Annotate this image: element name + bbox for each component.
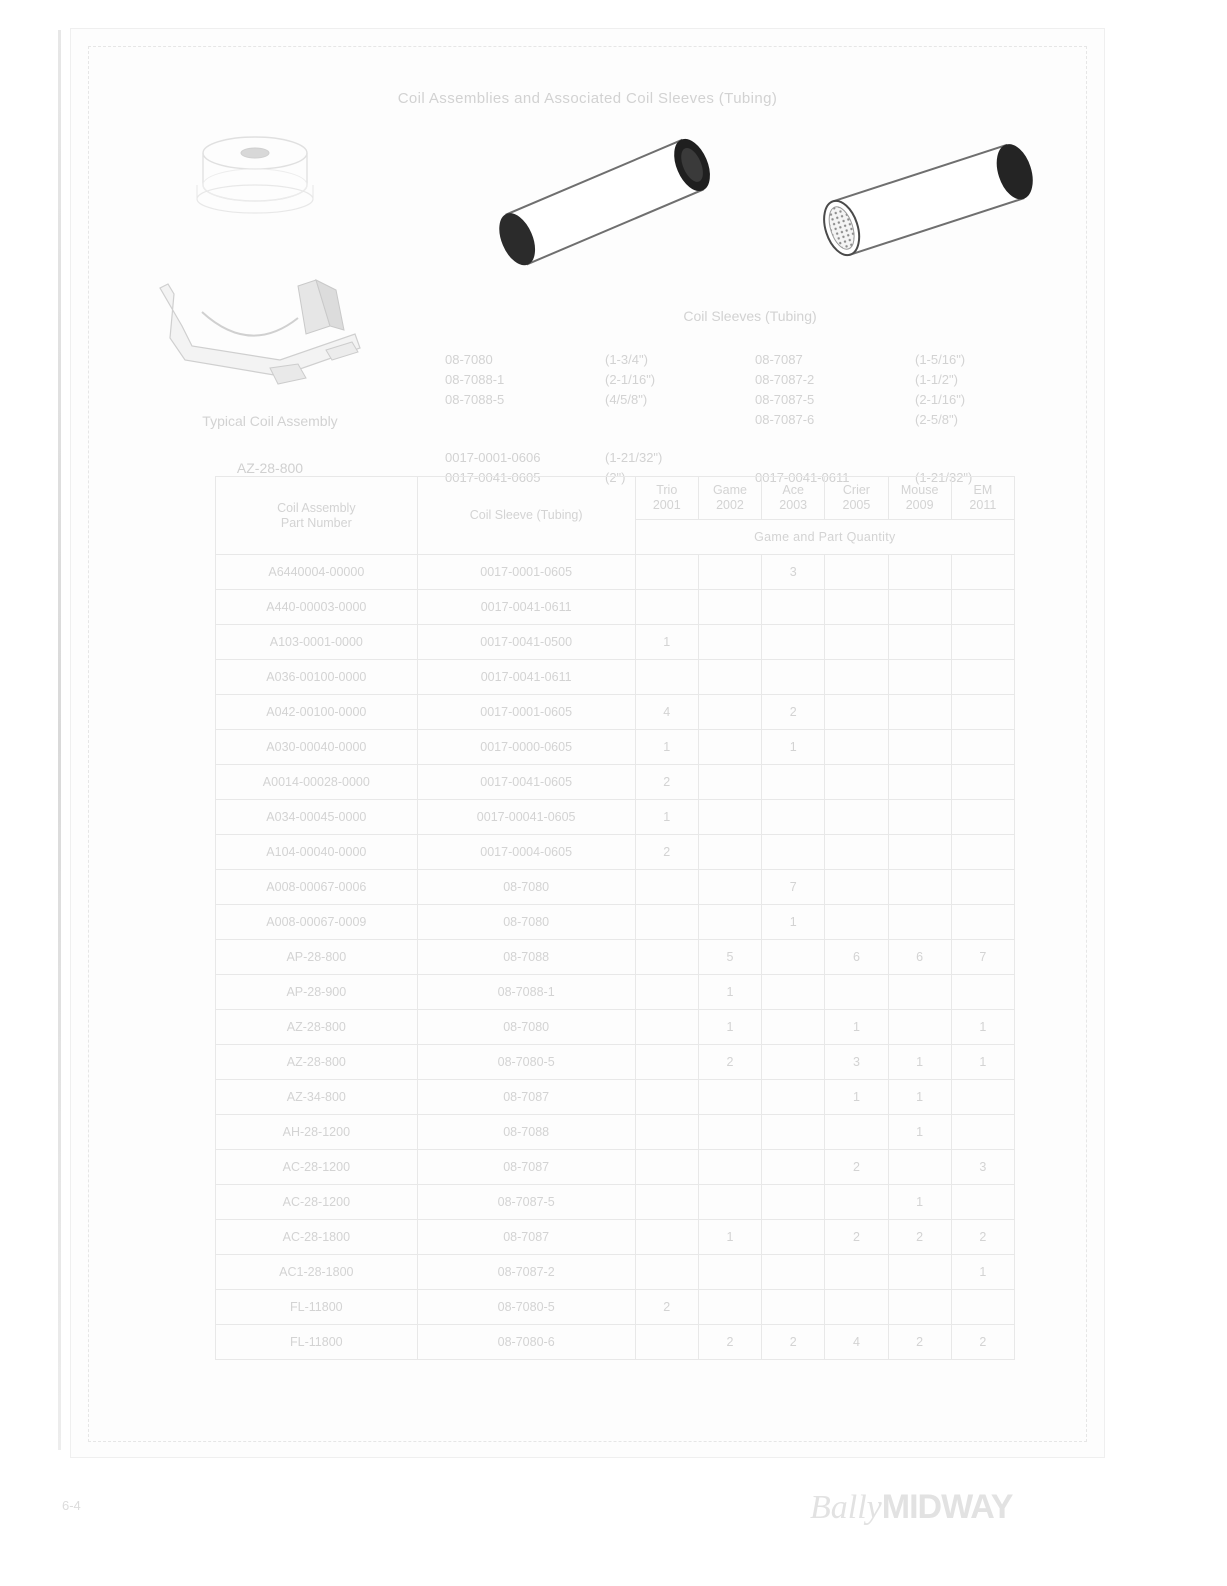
cell-coil-sleeve: 08-7088-1 <box>417 975 635 1010</box>
coil-sleeve-illustration-1 <box>470 113 740 293</box>
table-row <box>216 590 1015 625</box>
cell-quantity <box>888 835 951 870</box>
table-header-row <box>216 477 1015 520</box>
cell-assembly-part-number: FL-11800 <box>216 1325 418 1360</box>
cell-quantity <box>762 660 825 695</box>
sleeve-size <box>915 448 1045 468</box>
coil-spool-illustration <box>170 123 340 243</box>
cell-quantity <box>762 940 825 975</box>
sleeve-size: (4/5/8") <box>605 392 648 407</box>
cell-quantity <box>762 625 825 660</box>
game-year: 2009 <box>905 498 934 512</box>
cell-quantity <box>951 905 1014 940</box>
cell-quantity <box>635 975 698 1010</box>
cell-quantity <box>888 590 951 625</box>
cell-assembly-part-number: A036-00100-0000 <box>216 660 418 695</box>
sleeve-size: (1-5/16") <box>915 352 966 367</box>
cell-assembly-part-number: A042-00100-0000 <box>216 695 418 730</box>
cell-coil-sleeve: 08-7080-6 <box>417 1325 635 1360</box>
cell-quantity <box>825 730 888 765</box>
cell-coil-sleeve: 08-7087 <box>417 1220 635 1255</box>
cell-assembly-part-number: A034-00045-0000 <box>216 800 418 835</box>
cell-quantity <box>951 695 1014 730</box>
cell-quantity: 4 <box>635 695 698 730</box>
header-game-2 <box>762 477 825 520</box>
cell-quantity <box>825 590 888 625</box>
cell-quantity <box>698 1080 761 1115</box>
sleeve-list-row <box>445 410 1045 430</box>
header-game-3 <box>825 477 888 520</box>
header-game-4 <box>888 477 951 520</box>
cell-quantity <box>951 765 1014 800</box>
cell-quantity <box>888 695 951 730</box>
cell-quantity <box>762 1080 825 1115</box>
cell-quantity: 1 <box>888 1080 951 1115</box>
cell-quantity <box>635 1045 698 1080</box>
sleeve-size: (2") <box>605 470 626 485</box>
cell-quantity <box>888 975 951 1010</box>
cell-quantity: 4 <box>825 1325 888 1360</box>
cell-quantity: 2 <box>635 765 698 800</box>
cell-quantity <box>888 870 951 905</box>
cell-coil-sleeve: 08-7080 <box>417 870 635 905</box>
sleeve-pn: 08-7087 <box>755 352 803 367</box>
cell-quantity <box>825 835 888 870</box>
cell-quantity: 2 <box>698 1325 761 1360</box>
cell-quantity <box>825 1185 888 1220</box>
cell-quantity <box>951 555 1014 590</box>
cell-coil-sleeve: 0017-0041-0605 <box>417 765 635 800</box>
sleeve-pn: 08-7088-1 <box>445 372 505 387</box>
cell-assembly-part-number: AZ-28-800 <box>216 1010 418 1045</box>
sleeve-pn: 0017-0041-0611 <box>755 470 850 485</box>
cell-quantity <box>888 905 951 940</box>
cell-assembly-part-number: A008-00067-0009 <box>216 905 418 940</box>
cell-quantity <box>825 975 888 1010</box>
cell-assembly-part-number: AH-28-1200 <box>216 1115 418 1150</box>
cell-quantity <box>762 1115 825 1150</box>
cell-quantity <box>825 660 888 695</box>
typical-assembly-caption: Typical Coil Assembly <box>202 413 338 429</box>
cell-quantity: 2 <box>888 1220 951 1255</box>
cell-quantity: 2 <box>951 1325 1014 1360</box>
sleeve-pn: 08-7080 <box>445 352 493 367</box>
sleeve-pn: 0017-0001-0606 <box>445 450 541 465</box>
table-row <box>216 765 1015 800</box>
cell-coil-sleeve: 0017-0001-0605 <box>417 695 635 730</box>
cell-quantity <box>698 730 761 765</box>
cell-quantity: 2 <box>635 1290 698 1325</box>
cell-quantity <box>635 1010 698 1045</box>
cell-quantity <box>762 835 825 870</box>
cell-coil-sleeve: 08-7080-5 <box>417 1045 635 1080</box>
game-name: Trio <box>656 483 678 497</box>
cell-quantity: 1 <box>762 730 825 765</box>
sleeve-size <box>605 410 755 430</box>
cell-quantity <box>951 660 1014 695</box>
cell-quantity: 1 <box>951 1255 1014 1290</box>
cell-quantity <box>825 1255 888 1290</box>
cell-quantity <box>762 1150 825 1185</box>
sleeve-list-row <box>445 350 1045 370</box>
cell-quantity: 1 <box>635 800 698 835</box>
cell-quantity <box>762 1220 825 1255</box>
game-year: 2001 <box>652 498 681 512</box>
cell-quantity <box>698 660 761 695</box>
sleeve-size: (1-3/4") <box>605 352 648 367</box>
game-name: Ace <box>782 483 804 497</box>
cell-quantity <box>951 625 1014 660</box>
cell-coil-sleeve: 08-7088 <box>417 940 635 975</box>
cell-assembly-part-number: A104-00040-0000 <box>216 835 418 870</box>
brand-block: MIDWAY <box>881 1488 1013 1526</box>
cell-coil-sleeve: 08-7087 <box>417 1080 635 1115</box>
cell-quantity <box>951 590 1014 625</box>
subheader-game-quantity: Game and Part Quantity <box>635 520 1014 555</box>
cell-assembly-part-number: AC-28-1200 <box>216 1185 418 1220</box>
cell-quantity <box>888 625 951 660</box>
cell-quantity <box>698 1185 761 1220</box>
cell-quantity <box>698 695 761 730</box>
coil-assembly-illustration <box>130 268 380 398</box>
cell-quantity: 7 <box>762 870 825 905</box>
header-assembly-line2: Part Number <box>280 515 352 530</box>
cell-assembly-part-number: AZ-34-800 <box>216 1080 418 1115</box>
cell-quantity: 1 <box>762 905 825 940</box>
cell-quantity <box>698 1255 761 1290</box>
sleeve-pn: 08-7087-5 <box>755 392 815 407</box>
cell-quantity <box>698 625 761 660</box>
header-assembly <box>216 477 418 555</box>
sleeve-size: (2-5/8") <box>915 412 958 427</box>
cell-quantity <box>698 1150 761 1185</box>
cell-quantity: 1 <box>698 1220 761 1255</box>
game-name: EM <box>973 483 993 497</box>
cell-quantity: 7 <box>951 940 1014 975</box>
cell-quantity <box>635 940 698 975</box>
table-row <box>216 905 1015 940</box>
cell-coil-sleeve: 0017-0041-0500 <box>417 625 635 660</box>
table-row <box>216 555 1015 590</box>
cell-quantity: 2 <box>635 835 698 870</box>
cell-coil-sleeve: 08-7087 <box>417 1150 635 1185</box>
cell-quantity <box>825 625 888 660</box>
brand-logo <box>810 1488 1012 1527</box>
cell-quantity <box>762 1255 825 1290</box>
cell-assembly-part-number: FL-11800 <box>216 1290 418 1325</box>
cell-quantity <box>825 555 888 590</box>
coil-sleeve-illustration-2 <box>790 113 1060 293</box>
cell-assembly-part-number: A008-00067-0006 <box>216 870 418 905</box>
game-name: Game <box>712 483 747 497</box>
cell-coil-sleeve: 08-7080 <box>417 1010 635 1045</box>
cell-quantity <box>888 555 951 590</box>
game-year: 2005 <box>842 498 871 512</box>
game-year: 2011 <box>969 498 997 512</box>
table-row <box>216 1080 1015 1115</box>
cell-quantity <box>635 1255 698 1290</box>
cell-coil-sleeve: 08-7088 <box>417 1115 635 1150</box>
sleeve-pn <box>755 448 915 468</box>
cell-quantity <box>888 800 951 835</box>
sleeve-part-number-list <box>445 350 1045 488</box>
sleeve-pn: 08-7088-5 <box>445 392 505 407</box>
cell-quantity <box>635 1220 698 1255</box>
cell-quantity: 2 <box>888 1325 951 1360</box>
table-row <box>216 1255 1015 1290</box>
cell-assembly-part-number: AC-28-1800 <box>216 1220 418 1255</box>
page-edge-left <box>58 30 61 1450</box>
cell-quantity <box>635 1185 698 1220</box>
sleeve-list-row <box>445 448 1045 468</box>
cell-quantity <box>888 1290 951 1325</box>
cell-quantity <box>698 590 761 625</box>
header-sleeve: Coil Sleeve (Tubing) <box>417 477 635 555</box>
cell-coil-sleeve: 0017-0041-0611 <box>417 660 635 695</box>
game-year: 2002 <box>716 498 744 512</box>
cell-quantity <box>762 1045 825 1080</box>
cell-quantity <box>951 975 1014 1010</box>
parts-table-wrapper <box>215 476 1015 1360</box>
cell-quantity <box>698 905 761 940</box>
cell-quantity <box>825 695 888 730</box>
cell-quantity: 1 <box>888 1045 951 1080</box>
cell-quantity: 1 <box>698 975 761 1010</box>
table-row <box>216 1185 1015 1220</box>
table-row <box>216 1290 1015 1325</box>
cell-quantity: 1 <box>888 1115 951 1150</box>
cell-quantity <box>762 800 825 835</box>
cell-quantity <box>762 590 825 625</box>
table-row <box>216 940 1015 975</box>
cell-quantity <box>888 1150 951 1185</box>
cell-quantity: 6 <box>888 940 951 975</box>
table-row <box>216 695 1015 730</box>
cell-quantity <box>951 870 1014 905</box>
cell-quantity <box>635 1325 698 1360</box>
cell-quantity <box>762 765 825 800</box>
cell-quantity <box>635 590 698 625</box>
sleeve-pn: 08-7087-6 <box>755 412 815 427</box>
cell-quantity <box>635 1115 698 1150</box>
cell-quantity <box>888 765 951 800</box>
cell-quantity <box>635 905 698 940</box>
cell-coil-sleeve: 0017-0000-0605 <box>417 730 635 765</box>
cell-quantity <box>825 800 888 835</box>
cell-quantity: 1 <box>635 730 698 765</box>
cell-coil-sleeve: 08-7087-2 <box>417 1255 635 1290</box>
cell-quantity <box>951 800 1014 835</box>
cell-coil-sleeve: 08-7080 <box>417 905 635 940</box>
cell-quantity <box>635 660 698 695</box>
cell-assembly-part-number: A440-00003-0000 <box>216 590 418 625</box>
table-row <box>216 625 1015 660</box>
cell-quantity <box>698 1115 761 1150</box>
cell-quantity: 1 <box>825 1080 888 1115</box>
cell-quantity <box>888 1255 951 1290</box>
sleeve-pn <box>445 410 605 430</box>
header-assembly-line1: Coil Assembly <box>277 500 356 515</box>
cell-quantity <box>888 660 951 695</box>
cell-assembly-part-number: AC-28-1200 <box>216 1150 418 1185</box>
cell-quantity <box>825 870 888 905</box>
cell-quantity: 1 <box>888 1185 951 1220</box>
cell-quantity <box>698 555 761 590</box>
header-game-0 <box>635 477 698 520</box>
cell-quantity: 2 <box>698 1045 761 1080</box>
game-name: Crier <box>842 483 870 497</box>
cell-quantity <box>825 1290 888 1325</box>
cell-quantity: 3 <box>951 1150 1014 1185</box>
cell-quantity <box>635 1150 698 1185</box>
cell-quantity <box>825 765 888 800</box>
cell-coil-sleeve: 0017-0001-0605 <box>417 555 635 590</box>
cell-quantity <box>951 1080 1014 1115</box>
cell-quantity: 1 <box>951 1010 1014 1045</box>
header-game-5 <box>951 477 1014 520</box>
cell-quantity <box>888 730 951 765</box>
table-row <box>216 975 1015 1010</box>
cell-quantity <box>698 800 761 835</box>
sleeve-list-row <box>445 390 1045 410</box>
cell-quantity: 1 <box>951 1045 1014 1080</box>
cell-assembly-part-number: AC1-28-1800 <box>216 1255 418 1290</box>
cell-coil-sleeve: 0017-00041-0605 <box>417 800 635 835</box>
sleeves-caption: Coil Sleeves (Tubing) <box>683 308 817 324</box>
cell-quantity <box>951 1185 1014 1220</box>
cell-quantity <box>698 835 761 870</box>
cell-assembly-part-number: A0014-00028-0000 <box>216 765 418 800</box>
cell-quantity: 1 <box>698 1010 761 1045</box>
cell-quantity <box>888 1010 951 1045</box>
cell-quantity: 5 <box>698 940 761 975</box>
cell-assembly-part-number: AP-28-800 <box>216 940 418 975</box>
figure-title: Coil Assemblies and Associated Coil Sleeves (Tubing) <box>397 90 778 107</box>
cell-quantity <box>698 765 761 800</box>
cell-quantity: 1 <box>825 1010 888 1045</box>
cell-quantity <box>951 1290 1014 1325</box>
brand-script: Bally <box>810 1489 882 1526</box>
table-row <box>216 1325 1015 1360</box>
cell-quantity: 2 <box>951 1220 1014 1255</box>
cell-quantity: 3 <box>762 555 825 590</box>
cell-quantity: 2 <box>825 1150 888 1185</box>
table-row <box>216 1010 1015 1045</box>
table-row <box>216 660 1015 695</box>
cell-quantity <box>698 1290 761 1325</box>
table-row <box>216 835 1015 870</box>
cell-assembly-part-number: AP-28-900 <box>216 975 418 1010</box>
header-game-1 <box>698 477 761 520</box>
typical-assembly-part-number: AZ-28-800 <box>236 460 304 476</box>
cell-quantity: 2 <box>825 1220 888 1255</box>
sleeve-size: (2-1/16") <box>605 372 656 387</box>
sleeve-pn: 0017-0041-0605 <box>445 470 541 485</box>
cell-quantity <box>635 870 698 905</box>
sleeve-pn: 08-7087-2 <box>755 372 815 387</box>
cell-coil-sleeve: 08-7087-5 <box>417 1185 635 1220</box>
cell-coil-sleeve: 0017-0004-0605 <box>417 835 635 870</box>
cell-coil-sleeve: 08-7080-5 <box>417 1290 635 1325</box>
game-year: 2003 <box>779 498 808 512</box>
cell-quantity <box>635 555 698 590</box>
sleeve-size: (1-1/2") <box>915 372 958 387</box>
cell-assembly-part-number: A030-00040-0000 <box>216 730 418 765</box>
game-name: Mouse <box>900 483 939 497</box>
cell-quantity <box>951 1115 1014 1150</box>
cell-assembly-part-number: AZ-28-800 <box>216 1045 418 1080</box>
scanned-page <box>70 28 1105 1458</box>
cell-assembly-part-number: A103-0001-0000 <box>216 625 418 660</box>
sleeve-size: (2-1/16") <box>915 392 966 407</box>
sleeve-list-row <box>445 370 1045 390</box>
table-row <box>216 1115 1015 1150</box>
cell-quantity <box>951 835 1014 870</box>
table-row <box>216 870 1015 905</box>
table-row <box>216 730 1015 765</box>
cell-quantity <box>762 1290 825 1325</box>
cell-quantity <box>762 1185 825 1220</box>
cell-quantity: 3 <box>825 1045 888 1080</box>
cell-quantity: 6 <box>825 940 888 975</box>
cell-quantity <box>951 730 1014 765</box>
cell-quantity <box>762 1010 825 1045</box>
cell-quantity <box>635 1080 698 1115</box>
sleeve-size: (1-21/32") <box>605 450 663 465</box>
table-row <box>216 1220 1015 1255</box>
cell-quantity <box>825 1115 888 1150</box>
cell-quantity: 2 <box>762 1325 825 1360</box>
cell-assembly-part-number: A6440004-00000 <box>216 555 418 590</box>
table-row <box>216 1045 1015 1080</box>
cell-quantity: 1 <box>635 625 698 660</box>
sleeve-size: (1-21/32") <box>915 470 973 485</box>
cell-quantity <box>825 905 888 940</box>
cell-quantity <box>698 870 761 905</box>
parts-table <box>215 476 1015 1360</box>
table-row <box>216 800 1015 835</box>
cell-quantity <box>762 975 825 1010</box>
page-folio: 6-4 <box>62 1498 81 1513</box>
cell-quantity: 2 <box>762 695 825 730</box>
cell-coil-sleeve: 0017-0041-0611 <box>417 590 635 625</box>
parts-table-body <box>216 555 1015 1360</box>
table-row <box>216 1150 1015 1185</box>
